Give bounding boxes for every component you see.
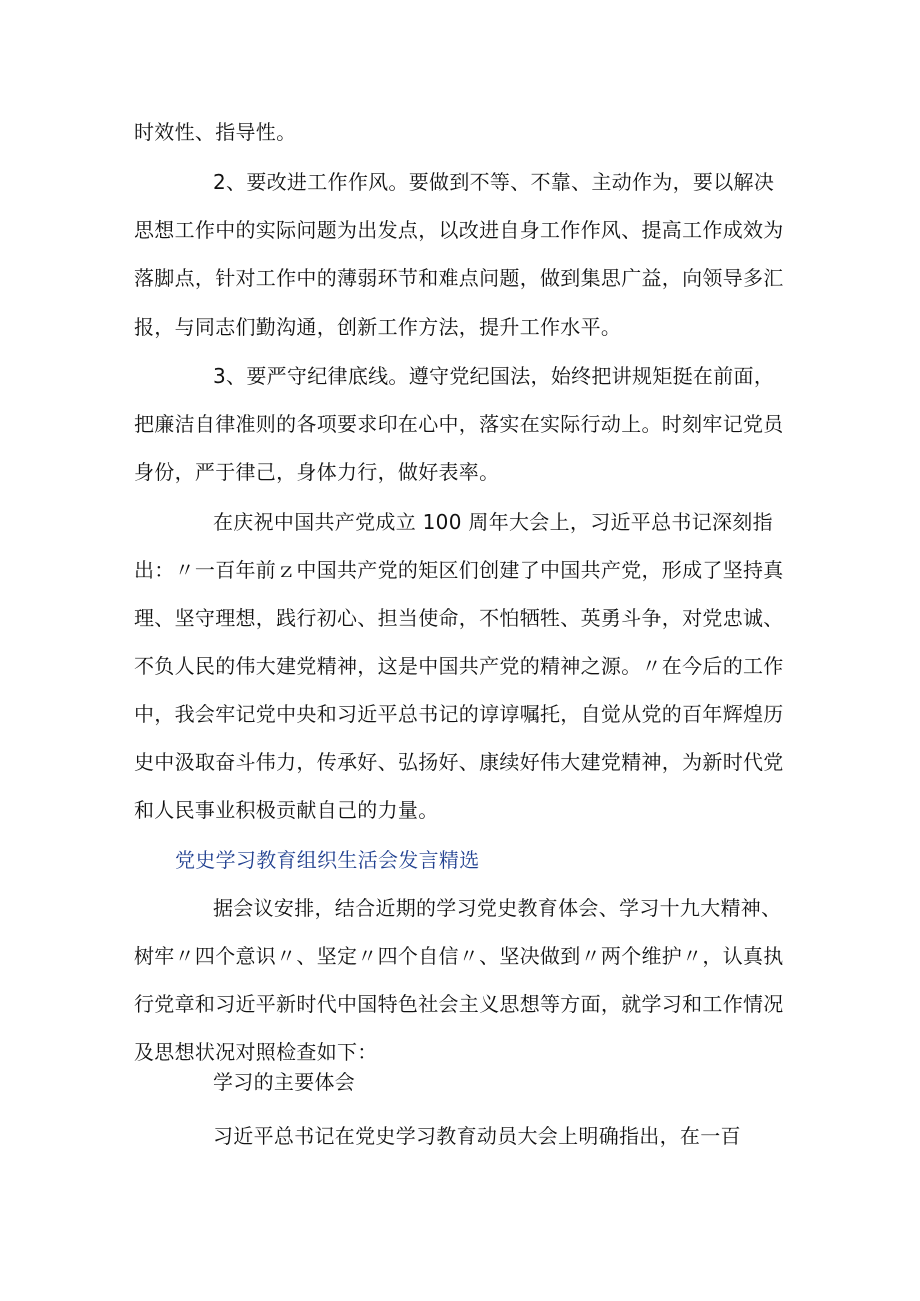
text-line-14: 史中汲取奋斗伟力，传承好、弘扬好、康续好伟大建党精神，为新时代党: [134, 750, 784, 774]
text-line-15: 和人民事业积极贡献自己的力量。: [134, 798, 439, 822]
text-line-12: 不负人民的伟大建党精神，这是中国共产党的精神之源。〃在今后的工作: [134, 654, 784, 678]
text-line-9: 在庆祝中国共产党成立 100 周年大会上，习近平总书记深刻指: [213, 510, 773, 534]
text-line-2: 2、要改进工作作风。要做到不等、不靠、主动作为，要以解决: [213, 170, 775, 194]
text-line-6: 3、要严守纪律底线。遵守党纪国法，始终把讲规矩挺在前面，: [213, 364, 775, 388]
text-line-16: 据会议安排，结合近期的学习党史教育体会、学习十九大精神、: [213, 896, 782, 920]
text-line-4: 落脚点，针对工作中的薄弱环节和难点问题，做到集思广益，向领导多汇: [134, 266, 784, 290]
text-line-8: 身份，严于律己，身体力行，做好表率。: [134, 460, 500, 484]
section-heading: 党史学习教育组织生活会发言精选: [175, 848, 480, 872]
text-line-11: 理、坚守理想，践行初心、担当使命，不怕牺牲、英勇斗争，对党忠诚、: [134, 606, 784, 630]
text-line-10: 出：〃一百年前ｚ中国共产党的矩区们创建了中国共产党，形成了坚持真: [134, 558, 784, 582]
text-line-13: 中，我会牢记党中央和习近平总书记的谆谆嘱托，自觉从党的百年辉煌历: [134, 702, 784, 726]
text-line-20: 习近平总书记在党史学习教育动员大会上明确指出，在一百: [213, 1124, 741, 1148]
text-line-3: 思想工作中的实际问题为出发点，以改进自身工作作风、提高工作成效为: [134, 218, 784, 242]
text-line-7: 把廉洁自律准则的各项要求印在心中，落实在实际行动上。时刻牢记党员: [134, 412, 784, 436]
text-line-18: 行党章和习近平新时代中国特色社会主义思想等方面，就学习和工作情况: [134, 992, 784, 1016]
text-line-1: 时效性、指导性。: [134, 120, 297, 144]
subheading: 学习的主要体会: [213, 1070, 356, 1094]
text-line-5: 报，与同志们勤沟通，创新工作方法，提升工作水平。: [134, 315, 622, 339]
text-line-17: 树牢〃四个意识〃、坚定〃四个自信〃、坚决做到〃两个维护〃，认真执: [134, 944, 784, 968]
text-line-19: 及思想状况对照检查如下：: [134, 1040, 378, 1064]
